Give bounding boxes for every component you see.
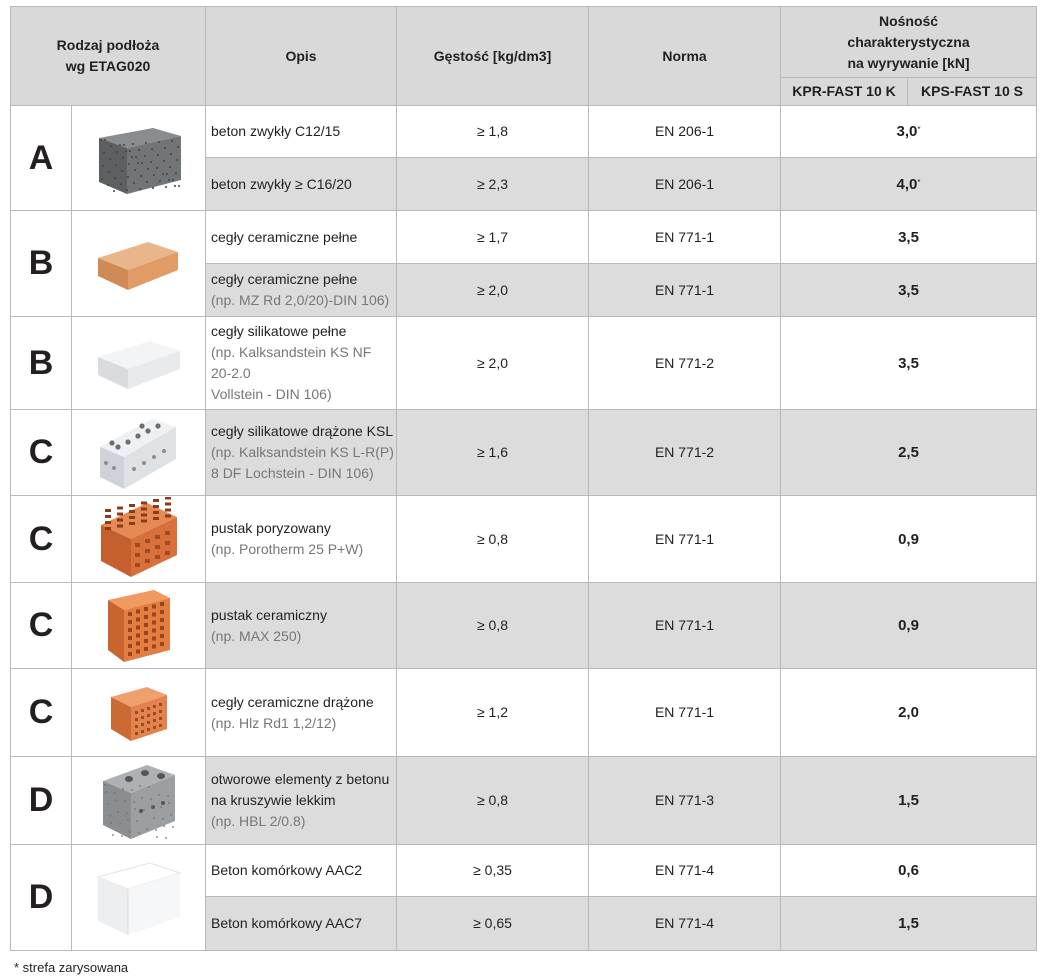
hollow-silicate-brick-image xyxy=(72,410,206,496)
density-cell: ≥ 2,0 xyxy=(397,264,589,317)
header-substrate: Rodzaj podłoża wg ETAG020 xyxy=(11,7,206,106)
description-line: (np. Hlz Rd1 1,2/12) xyxy=(211,714,337,731)
capacity-cell: 3,5 xyxy=(781,317,1037,410)
description-line: (np. Kalksandstein KS L-R(P) xyxy=(211,444,394,460)
table-row xyxy=(11,757,1037,845)
description-line: 20-2.0 xyxy=(211,365,251,381)
description-line: cegły silikatowe pełne xyxy=(211,323,347,339)
capacity-cell: 3,5 xyxy=(781,211,1037,264)
description-line: Beton komórkowy AAC7 xyxy=(211,915,362,931)
description-line: beton zwykły ≥ C16/20 xyxy=(211,175,352,192)
porous-hollow-block-image xyxy=(72,496,206,583)
substrate-class: C xyxy=(11,496,72,583)
aerated-concrete-block-image xyxy=(72,845,206,951)
description-line: (np. Porotherm 25 P+W) xyxy=(211,541,364,557)
footnote-marker: * xyxy=(917,125,921,134)
substrate-class: C xyxy=(11,410,72,496)
description-line: (np. MZ Rd 2,0/20)-DIN 106) xyxy=(211,292,390,308)
capacity-cell: 2,5 xyxy=(781,410,1037,496)
description-cell xyxy=(206,583,397,669)
density-cell: ≥ 1,8 xyxy=(397,106,589,158)
description-line: na kruszywie lekkim xyxy=(211,792,336,808)
description-line: beton zwykły C12/15 xyxy=(211,123,341,139)
description-line: otworowe elementy z betonu xyxy=(211,771,390,787)
hollow-ceramic-brick-image xyxy=(72,669,206,757)
description-line: cegły ceramiczne pełne xyxy=(211,228,358,245)
description-cell xyxy=(206,106,397,158)
norm-cell: EN 771-4 xyxy=(589,845,781,897)
norm-cell: EN 771-1 xyxy=(589,211,781,264)
norm-cell: EN 771-2 xyxy=(589,317,781,410)
capacity-cell: 4,0* xyxy=(781,158,1037,211)
capacity-cell: 1,5 xyxy=(781,897,1037,951)
density-cell: ≥ 1,7 xyxy=(397,211,589,264)
capacity-cell: 0,9 xyxy=(781,583,1037,669)
substrate-table xyxy=(10,6,1037,951)
density-cell: ≥ 0,8 xyxy=(397,496,589,583)
norm-cell: EN 771-4 xyxy=(589,897,781,951)
description-cell xyxy=(206,158,397,211)
norm-cell: EN 206-1 xyxy=(589,158,781,211)
silicate-brick-image xyxy=(72,317,206,410)
header-norm: Norma xyxy=(589,7,781,106)
ceramic-brick-image xyxy=(72,211,206,317)
table-row xyxy=(11,496,1037,583)
description-line: pustak ceramiczny xyxy=(211,606,327,623)
table-row xyxy=(11,669,1037,757)
header-description: Opis xyxy=(206,7,397,106)
density-cell: ≥ 0,8 xyxy=(397,757,589,845)
table-row xyxy=(11,410,1037,496)
density-cell: ≥ 1,2 xyxy=(397,669,589,757)
table-row xyxy=(11,106,1037,158)
footnote-marker: * xyxy=(917,177,921,187)
density-cell: ≥ 0,35 xyxy=(397,845,589,897)
lightweight-concrete-block-image xyxy=(72,757,206,845)
description-cell xyxy=(206,757,397,845)
description-line: Vollstein - DIN 106) xyxy=(211,386,332,402)
description-line: cegły silikatowe drążone KSL xyxy=(211,423,394,439)
header-kps: KPS-FAST 10 S xyxy=(908,78,1037,106)
description-cell xyxy=(206,410,397,496)
substrate-class: B xyxy=(11,317,72,410)
description-line: (np. MAX 250) xyxy=(211,627,302,644)
substrate-class: D xyxy=(11,757,72,845)
header-kpr: KPR-FAST 10 K xyxy=(781,78,908,106)
description-line: cegły ceramiczne drążone xyxy=(211,693,374,710)
table-row xyxy=(11,317,1037,410)
density-cell: ≥ 2,3 xyxy=(397,158,589,211)
substrate-class: C xyxy=(11,669,72,757)
capacity-cell: 1,5 xyxy=(781,757,1037,845)
density-cell: ≥ 0,65 xyxy=(397,897,589,951)
description-cell xyxy=(206,317,397,410)
norm-cell: EN 771-3 xyxy=(589,757,781,845)
description-cell xyxy=(206,211,397,264)
substrate-class: B xyxy=(11,211,72,317)
capacity-cell: 3,5 xyxy=(781,264,1037,317)
description-cell xyxy=(206,845,397,897)
table-row xyxy=(11,583,1037,669)
density-cell: ≥ 1,6 xyxy=(397,410,589,496)
description-line: Beton komórkowy AAC2 xyxy=(211,862,362,878)
density-cell: ≥ 2,0 xyxy=(397,317,589,410)
description-cell xyxy=(206,264,397,317)
norm-cell: EN 771-1 xyxy=(589,264,781,317)
header-capacity: Nośność charakterystyczna na wyrywanie [kN] xyxy=(781,7,1037,78)
header-density: Gęstość [kg/dm3] xyxy=(397,7,589,106)
concrete-block-image xyxy=(72,106,206,211)
norm-cell: EN 771-2 xyxy=(589,410,781,496)
description-line: 8 DF Lochstein - DIN 106) xyxy=(211,465,374,481)
capacity-cell: 3,0* xyxy=(781,106,1037,158)
norm-cell: EN 771-1 xyxy=(589,669,781,757)
description-cell xyxy=(206,897,397,951)
table-row xyxy=(11,845,1037,897)
description-line: pustak poryzowany xyxy=(211,520,331,536)
description-line: (np. Kalksandstein KS NF xyxy=(211,344,372,360)
table-row xyxy=(11,211,1037,264)
capacity-cell: 2,0 xyxy=(781,669,1037,757)
substrate-class: C xyxy=(11,583,72,669)
density-cell: ≥ 0,8 xyxy=(397,583,589,669)
description-cell xyxy=(206,496,397,583)
capacity-cell: 0,6 xyxy=(781,845,1037,897)
description-line: cegły ceramiczne pełne xyxy=(211,271,358,287)
substrate-class: A xyxy=(11,106,72,211)
substrate-class: D xyxy=(11,845,72,951)
norm-cell: EN 771-1 xyxy=(589,496,781,583)
norm-cell: EN 206-1 xyxy=(589,106,781,158)
capacity-cell: 0,9 xyxy=(781,496,1037,583)
ceramic-hollow-block-image xyxy=(72,583,206,669)
footnote: * strefa zarysowana xyxy=(14,960,129,975)
norm-cell: EN 771-1 xyxy=(589,583,781,669)
description-cell xyxy=(206,669,397,757)
description-line: (np. HBL 2/0.8) xyxy=(211,813,306,829)
